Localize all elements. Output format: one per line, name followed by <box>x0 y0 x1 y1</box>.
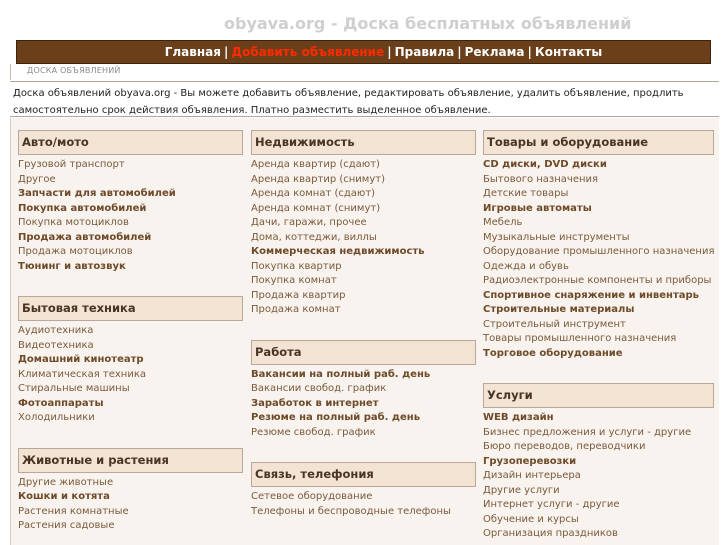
subcategory-link[interactable]: Видеотехника <box>18 339 94 351</box>
subcategory-list <box>483 158 714 361</box>
category-heading[interactable]: Авто/мото <box>18 130 243 155</box>
subcategory-link[interactable]: Музыкальные инструменты <box>483 231 630 243</box>
nav-add-ad-link[interactable]: Добавить объявление <box>231 45 385 59</box>
subcategory-link[interactable]: Торговое оборудование <box>483 347 623 359</box>
subcategory-link[interactable]: Тюнинг и автозвук <box>18 260 126 272</box>
category-block <box>483 130 714 361</box>
subcategory-link[interactable]: Бюро переводов, переводчики <box>483 441 646 452</box>
subcategory-link[interactable]: Растения садовые <box>18 520 115 531</box>
site-title: obyava.org - Доска бесплатных объявлений <box>224 14 632 33</box>
subcategory-link[interactable]: Продажа мотоциклов <box>18 246 133 257</box>
nav-contacts-link[interactable]: Контакты <box>534 45 603 59</box>
subcategory-list <box>18 158 243 274</box>
subcategory-link[interactable]: Продажа комнат <box>251 304 341 315</box>
category-column-right <box>483 130 714 542</box>
nav-separator: | <box>457 45 462 59</box>
category-block <box>18 296 243 426</box>
subcategory-link[interactable]: Покупка автомобилей <box>18 202 147 214</box>
subcategory-link[interactable]: Растения комнатные <box>18 505 129 517</box>
subcategory-link[interactable]: Организация праздников <box>483 528 618 539</box>
subcategory-list <box>251 158 476 318</box>
subcategory-link[interactable]: Продажа квартир <box>251 289 346 301</box>
subcategory-link[interactable]: Обучение и курсы <box>483 513 579 525</box>
subcategory-link[interactable]: Игровые автоматы <box>483 202 592 214</box>
subcategory-link[interactable]: Покупка комнат <box>251 275 337 286</box>
subcategory-link[interactable]: Сетевое оборудование <box>251 491 373 502</box>
category-block <box>483 383 714 542</box>
category-heading[interactable]: Связь, телефония <box>251 462 476 487</box>
category-heading[interactable]: Недвижимость <box>251 130 476 155</box>
subcategory-link[interactable]: CD диски, DVD диски <box>483 159 607 170</box>
subcategory-list <box>251 490 476 519</box>
subcategory-link[interactable]: Покупка квартир <box>251 260 342 272</box>
subcategory-list <box>251 368 476 441</box>
subcategory-link[interactable]: Радиоэлектронные компоненты и приборы <box>483 275 712 286</box>
subcategory-link[interactable]: Холодильники <box>18 412 95 423</box>
category-heading[interactable]: Товары и оборудование <box>483 130 714 155</box>
subcategory-link[interactable]: Интернет услуги - другие <box>483 499 620 510</box>
subcategory-link[interactable]: Строительный инструмент <box>483 318 626 330</box>
subcategory-link[interactable]: Климатическая техника <box>18 368 147 380</box>
nav-home-link[interactable]: Главная <box>164 45 221 59</box>
subcategory-link[interactable]: Строительные материалы <box>483 304 635 315</box>
category-block <box>251 462 476 519</box>
subcategory-link[interactable]: Заработок в интернет <box>251 397 379 409</box>
subcategory-link[interactable]: WEB дизайн <box>483 412 554 423</box>
subcategory-list <box>18 324 243 426</box>
subcategory-link[interactable]: Спортивное снаряжение и инвентарь <box>483 289 699 301</box>
subcategory-link[interactable]: Телефоны и беспроводные телефоны <box>251 505 451 517</box>
nav-separator: | <box>223 45 229 59</box>
subcategory-link[interactable]: Другие услуги <box>483 484 560 496</box>
subcategory-link[interactable]: Детские товары <box>483 188 569 199</box>
subcategory-link[interactable]: Бизнес предложения и услуги - другие <box>483 426 692 438</box>
subcategory-link[interactable]: Аудиотехника <box>18 325 94 336</box>
category-heading[interactable]: Работа <box>251 340 476 365</box>
subcategory-link[interactable]: Покупка мотоциклов <box>18 217 129 228</box>
nav-separator: | <box>387 45 392 59</box>
subcategory-link[interactable]: Стиральные машины <box>18 383 130 394</box>
subcategory-link[interactable]: Кошки и котята <box>18 491 110 502</box>
category-column-middle <box>251 130 476 519</box>
subcategory-link[interactable]: Резюме на полный раб. день <box>251 412 421 423</box>
subcategory-link[interactable]: Другие животные <box>18 476 114 488</box>
subcategory-link[interactable]: Домашний кинотеатр <box>18 354 144 365</box>
category-block <box>18 130 243 274</box>
subcategory-link[interactable]: Продажа автомобилей <box>18 231 152 243</box>
category-heading[interactable]: Бытовая техника <box>18 296 243 321</box>
subcategory-link[interactable]: Дизайн интерьера <box>483 470 581 481</box>
subcategory-link[interactable]: Дачи, гаражи, прочее <box>251 217 367 228</box>
nav-ads-link[interactable]: Реклама <box>464 45 525 59</box>
intro-text: Доска объявлений obyava.org - Вы можете добавить объявление, редактировать объявление, удалить объявление, продлить самостоятельно срок действия объявления. Платно разместить выделенное объявление. <box>10 81 719 117</box>
subcategory-link[interactable]: Аренда квартир (снимут) <box>251 173 385 185</box>
subcategory-link[interactable]: Вакансии свобод. график <box>251 383 387 394</box>
subcategory-link[interactable]: Бытового назначения <box>483 173 599 185</box>
subcategory-link[interactable]: Коммерческая недвижимость <box>251 246 425 257</box>
category-heading[interactable]: Животные и растения <box>18 448 243 473</box>
main-nav <box>16 40 711 64</box>
breadcrumb[interactable]: ДОСКА ОБЪЯВЛЕНИЙ <box>27 66 121 75</box>
subcategory-link[interactable]: Аренда комнат (сдают) <box>251 188 376 199</box>
subcategory-link[interactable]: Аренда квартир (сдают) <box>251 159 380 170</box>
category-block <box>251 130 476 318</box>
subcategory-link[interactable]: Товары промышленного назначения <box>483 333 677 344</box>
subcategory-link[interactable]: Одежда и обувь <box>483 260 569 272</box>
subcategory-link[interactable]: Другое <box>18 173 56 185</box>
subcategory-link[interactable]: Резюме свобод. график <box>251 426 376 438</box>
subcategory-link[interactable]: Дома, коттеджи, виллы <box>251 231 377 243</box>
categories-area <box>10 118 719 545</box>
category-column-left <box>18 130 243 534</box>
subcategory-list <box>483 411 714 542</box>
subcategory-link[interactable]: Аренда комнат (снимут) <box>251 202 381 214</box>
subcategory-link[interactable]: Оборудование промышленного назначения <box>483 246 714 257</box>
category-block <box>18 448 243 534</box>
subcategory-link[interactable]: Мебель <box>483 217 523 228</box>
subcategory-link[interactable]: Грузоперевозки <box>483 455 577 467</box>
subcategory-list <box>18 476 243 534</box>
subcategory-link[interactable]: Фотоаппараты <box>18 397 104 409</box>
category-block <box>251 340 476 441</box>
nav-rules-link[interactable]: Правила <box>394 45 455 59</box>
subcategory-link[interactable]: Вакансии на полный раб. день <box>251 368 431 380</box>
nav-separator: | <box>527 45 532 59</box>
category-heading[interactable]: Услуги <box>483 383 714 408</box>
subcategory-link[interactable]: Грузовой транспорт <box>18 159 125 170</box>
subcategory-link[interactable]: Запчасти для автомобилей <box>18 188 176 199</box>
